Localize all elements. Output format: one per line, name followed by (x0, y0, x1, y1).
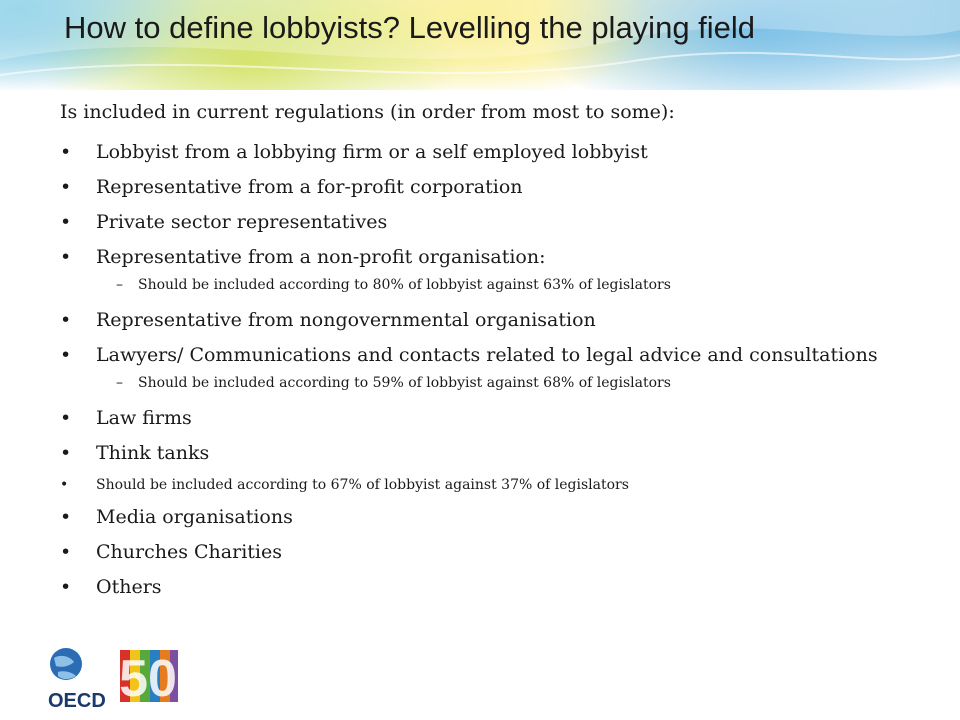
oecd-wordmark: OECD (48, 690, 106, 712)
list-item: • Churches Charities (60, 540, 920, 564)
header-banner (0, 0, 960, 90)
list-item: • Lobbyist from a lobbying firm or a self employed lobbyist (60, 140, 920, 164)
sub-list-item: – Should be included according to 80% of lobbyist against 63% of legislators (60, 276, 920, 294)
list-item: • Lawyers/ Communications and contacts related to legal advice and consultations (60, 343, 920, 367)
list-item: • Representative from a for-profit corporation (60, 175, 920, 199)
sub-list-item: – Should be included according to 59% of lobbyist against 68% of legislators (60, 374, 920, 392)
list-item: • Representative from nongovernmental organisation (60, 308, 920, 332)
list-item: • Think tanks (60, 441, 920, 465)
list-item: • Representative from a non-profit organisation: (60, 245, 920, 269)
list-item: • Law firms (60, 406, 920, 430)
anniversary-50-mark (119, 650, 178, 708)
globe-icon (50, 648, 82, 680)
intro-text: Is included in current regulations (in order from most to some): (60, 101, 675, 123)
list-item: • Others (60, 575, 920, 599)
list-item: • Media organisations (60, 505, 920, 529)
slide-title: How to define lobbyists? Levelling the playing field (64, 10, 756, 45)
slide-body (60, 100, 920, 610)
bullet-list (60, 140, 920, 599)
anniversary-number: 50 (119, 650, 177, 708)
list-item: • Private sector representatives (60, 210, 920, 234)
list-item: • Should be included according to 67% of lobbyist against 37% of legislators (60, 476, 920, 494)
